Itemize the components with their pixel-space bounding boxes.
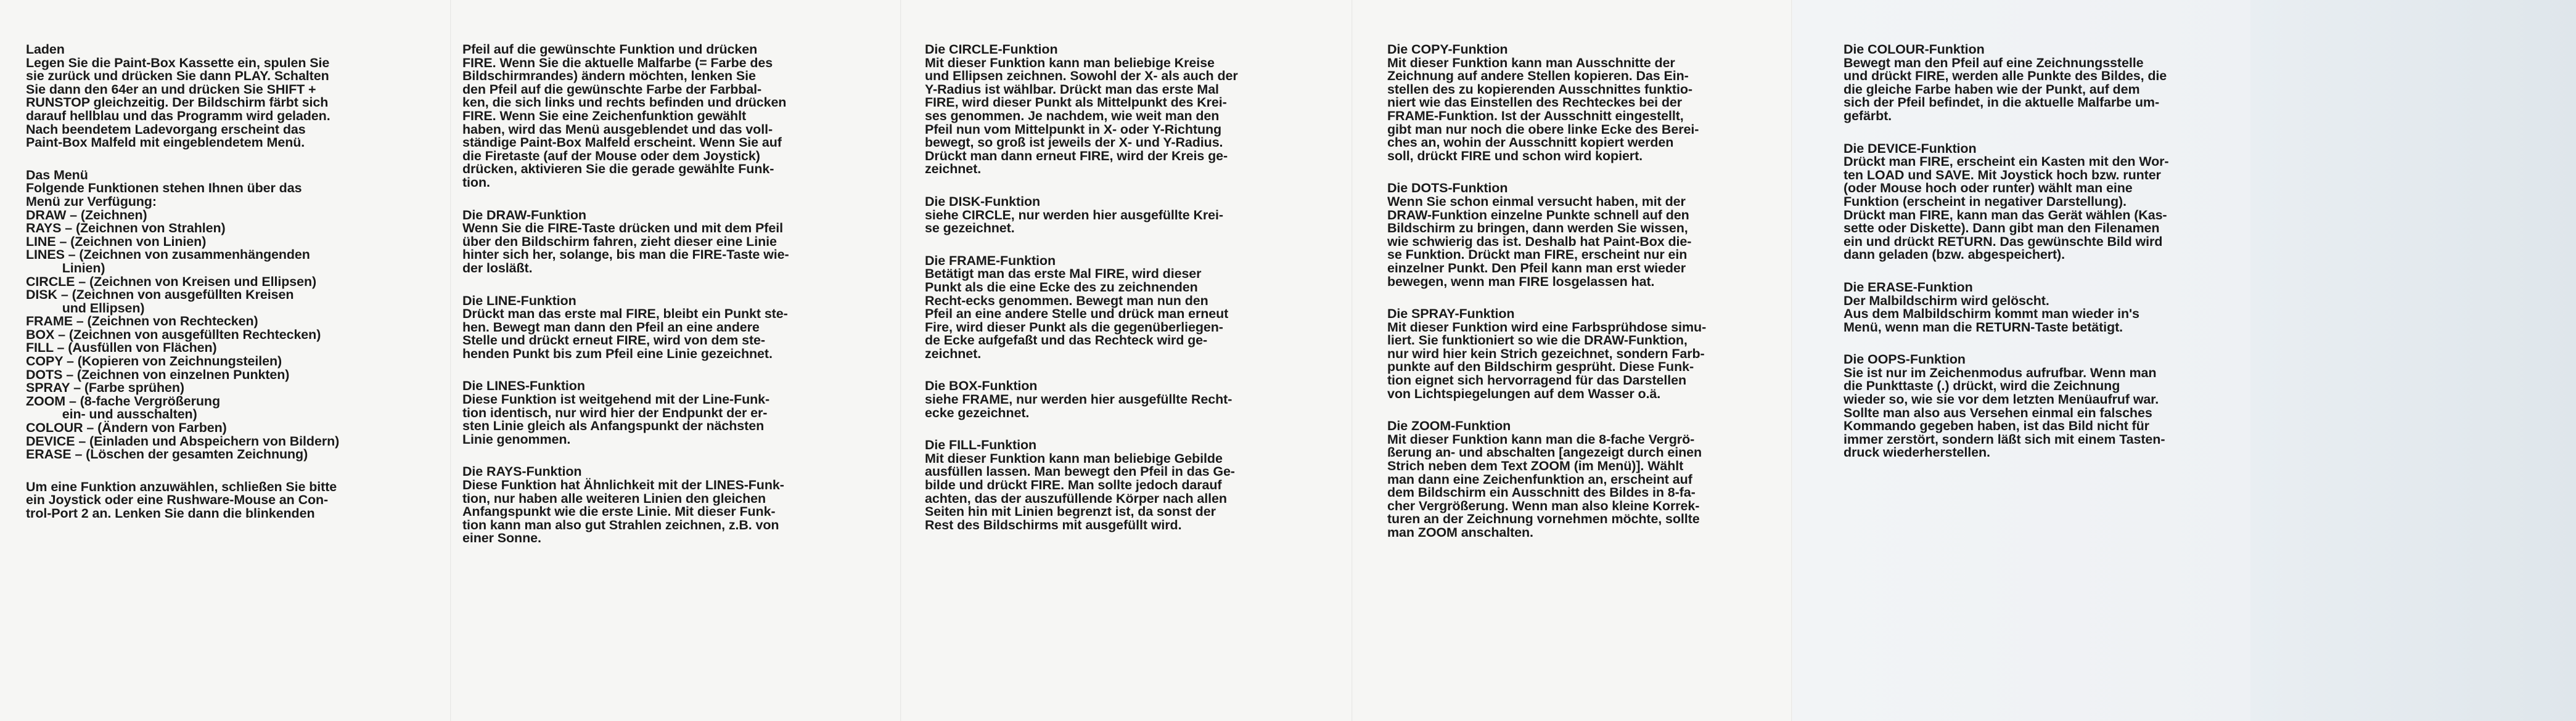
text-section [1844,353,2210,460]
body-line: (oder Mouse hoch oder runter) wählt man eine [1844,181,2133,196]
body-line: LINE – (Zeichnen von Linien) [26,234,207,249]
body-line: Wenn Sie die FIRE-Taste drücken und mit dem Pfeil [462,221,783,236]
body-line: se gezeichnet. [925,221,1015,236]
section-heading: Die RAYS-Funktion [462,464,582,479]
body-line: tion identisch, nur wird hier der Endpunkt der er- [462,405,768,420]
body-line: sich der Pfeil befindet, in die aktuelle Malfarbe um- [1844,95,2160,110]
body-line: Seiten hin mit Linien begrenzt ist, da sonst der [925,504,1216,519]
section-heading: Die DOTS-Funktion [1387,181,1508,196]
body-line: bewegen, wenn man FIRE losgelassen hat. [1387,274,1655,289]
body-line: Diese Funktion hat Ähnlichkeit mit der LINES-Funk- [462,478,784,493]
body-line: Betätigt man das erste Mal FIRE, wird dieser [925,266,1202,282]
body-line: ein Joystick oder eine Rushware-Mouse an Con- [26,492,329,508]
body-line: ken, die sich links und rechts befinden und drücken [462,95,787,110]
body-line: Rest des Bildschirms mit ausgefüllt wird. [925,517,1182,532]
text-section [1844,43,2210,123]
body-line: tion eignet sich hervorragend für das Darstellen [1387,373,1687,388]
body-line: wieder so, wie sie vor dem letzten Menüaufruf war. [1844,392,2159,407]
body-line: LINES – (Zeichnen von zusammenhängenden [26,247,310,263]
column-5 [1791,0,2235,721]
section-heading: Die ZOOM-Funktion [1387,418,1511,434]
body-line: hen. Bewegt man dann den Pfeil an eine andere [462,319,760,335]
body-line: zeichnet. [925,161,982,177]
body-line: Diese Funktion ist weitgehend mit der Line-Funk- [462,392,770,407]
body-line: punkte auf den Bildschirm gesprüht. Diese Funk- [1387,359,1694,375]
body-line: FILL – (Ausfüllen von Flächen) [26,340,217,356]
section-heading: Die BOX-Funktion [925,378,1038,394]
body-line: DISK – (Zeichnen von ausgefüllten Kreisen [26,287,294,303]
body-line: siehe FRAME, nur werden hier ausgefüllte Recht- [925,392,1233,407]
text-section [1387,420,1766,539]
body-line: Mit dieser Funktion kann man beliebige Kreise [925,55,1215,70]
body-line: Anfangspunkt wie die erste Linie. Mit dieser Funk- [462,504,776,519]
body-line: Bildschirm zu bringen, dann werden Sie wissen, [1387,221,1688,236]
body-line: de Ecke aufgefaßt und das Rechteck wird ge- [925,333,1208,348]
body-line: Funktion (erscheint in negativer Darstellung). [1844,193,2127,209]
section-heading: Das Menü [26,167,88,182]
text-section [925,43,1327,176]
body-line: Paint-Box Malfeld mit eingeblendetem Menü. [26,135,305,150]
body-line: cher Vergrößerung. Wenn man also kleine Korrek- [1387,498,1700,513]
body-line: ständige Paint-Box Malfeld erscheint. Wenn Sie auf [462,135,782,150]
body-line: COPY – (Kopieren von Zeichnungsteilen) [26,354,282,369]
body-line: Wenn Sie schon einmal versucht haben, mit der [1387,193,1686,209]
body-line: ten LOAD und SAVE. Mit Joystick hoch bzw. runter [1844,167,2161,182]
body-line: sie zurück und drücken Sie dann PLAY. Schalten [26,68,329,84]
body-line: ein- und ausschalten) [26,407,197,422]
body-line: Drückt man FIRE, kann man das Gerät wählen (Kas- [1844,207,2167,222]
body-line: die Punkttaste (.) drückt, wird die Zeichnung [1844,378,2120,394]
body-line: und Ellipsen) [26,300,145,316]
section-heading: Die ERASE-Funktion [1844,279,1973,295]
body-line: FIRE, wird dieser Punkt als Mittelpunkt des Krei- [925,95,1227,110]
body-line: ßerung an- und abschalten [angezeigt durch einen [1387,445,1702,460]
body-line: Folgende Funktionen stehen Ihnen über das [26,181,302,196]
body-line: Mit dieser Funktion kann man beliebige Gebilde [925,450,1223,466]
body-line: darauf hellblau und das Programm wird geladen. [26,108,330,123]
body-line: Sie dann den 64er an und drücken Sie SHIFT + [26,81,316,97]
body-line: liert. Sie funktioniert so wie die DRAW-Funktion, [1387,333,1688,348]
text-section [925,195,1327,235]
section-heading: Die FRAME-Funktion [925,253,1056,268]
body-line: Menü, wenn man die RETURN-Taste betätigt. [1844,319,2123,335]
body-line: einzelner Punkt. Den Pfeil kann man erst wieder [1387,260,1686,275]
text-section [462,295,876,361]
body-line: Zeichnung auf andere Stellen kopieren. Das Ein- [1387,68,1689,84]
body-line: Drückt man das erste mal FIRE, bleibt ein Punkt ste- [462,306,788,322]
section-heading: Die DEVICE-Funktion [1844,141,1977,156]
body-line: sten Linie gleich als Anfangspunkt der nächsten [462,418,765,434]
body-line: DRAW-Funktion einzelne Punkte schnell auf den [1387,207,1689,222]
body-line: Drückt man FIRE, erscheint ein Kasten mit den Wor- [1844,154,2169,169]
section-heading: Die OOPS-Funktion [1844,352,1966,367]
body-line: Mit dieser Funktion kann man die 8-fache Vergrö- [1387,431,1695,447]
body-line: zeichnet. [925,346,982,361]
section-heading: Die CIRCLE-Funktion [925,42,1058,57]
body-line: ches an, wohin der Ausschnitt kopiert werden [1387,135,1674,150]
body-line: ERASE – (Löschen der gesamten Zeichnung) [26,447,308,462]
body-line: DRAW – (Zeichnen) [26,207,147,222]
body-line: sette oder Diskette). Dann gibt man den Filenamen [1844,221,2160,236]
body-line: se Funktion. Drückt man FIRE, erscheint nur ein [1387,247,1688,263]
body-line: FRAME-Funktion. Ist der Ausschnitt eingestellt, [1387,108,1684,123]
body-line: henden Punkt bis zum Pfeil eine Linie gezeichnet. [462,346,773,361]
body-line: RAYS – (Zeichnen von Strahlen) [26,221,226,236]
body-line: drücken, aktivieren Sie die gerade gewählte Funk- [462,161,774,177]
body-line: achten, das der auszufüllende Körper nach allen [925,491,1227,506]
body-line: Mit dieser Funktion wird eine Farbsprühdose simu- [1387,319,1707,335]
body-line: bewegt, so groß ist jeweils der X- und Y-Radius. [925,135,1223,150]
column-3 [900,0,1352,721]
body-line: gibt man nur noch die obere linke Ecke des Berei- [1387,121,1699,137]
body-line: haben, wird das Menü ausgeblendet und das voll- [462,121,773,137]
section-heading: Die SPRAY-Funktion [1387,306,1515,322]
body-line: niert wie das Einstellen des Rechteckes bei der [1387,95,1683,110]
body-line: RUNSTOP gleichzeitig. Der Bildschirm färbt sich [26,95,329,110]
body-line: immer zerstört, sondern läßt sich mit einem Tasten- [1844,431,2165,447]
body-line: nur wird hier kein Strich gezeichnet, sondern Farb- [1387,346,1705,361]
body-line: druck wiederherstellen. [1844,445,1990,460]
body-line: Punkt als die eine Ecke des zu zeichnenden [925,279,1198,295]
body-line: Pfeil nun vom Mittelpunkt in X- oder Y-Richtung [925,121,1222,137]
body-line: FIRE. Wenn Sie die aktuelle Malfarbe (= Farbe des [462,55,773,70]
body-line: ecke gezeichnet. [925,405,1030,420]
text-section [1844,142,2210,262]
body-line: dem Bildschirm ein Ausschnitt des Bildes in 8-fa- [1387,485,1696,500]
section-heading: Die COLOUR-Funktion [1844,42,1985,57]
back-cover-edge [2250,0,2576,721]
section-heading: Laden [26,42,65,57]
body-line: FRAME – (Zeichnen von Rechtecken) [26,314,258,329]
section-heading: Die DRAW-Funktion [462,207,586,222]
section-heading: Die LINE-Funktion [462,293,576,308]
body-line: ausfüllen lassen. Man bewegt den Pfeil in das Ge- [925,464,1235,479]
body-line: man dann eine Zeichenfunktion an, erscheint auf [1387,471,1692,487]
body-line: Mit dieser Funktion kann man Ausschnitte der [1387,55,1675,70]
text-section [925,255,1327,361]
body-line: turen an der Zeichnung vornehmen möchte, sollte [1387,511,1700,527]
body-line: Aus dem Malbildschirm kommt man wieder in's [1844,306,2139,322]
column-2 [450,0,900,721]
text-section [1387,43,1766,163]
body-line: ses genommen. Je nachdem, wie weit man den [925,108,1220,123]
body-line: dann geladen (bzw. abgespeichert). [1844,247,2065,263]
body-line: Legen Sie die Paint-Box Kassette ein, spulen Sie [26,55,330,70]
body-line: Linie genommen. [462,431,571,447]
body-line: DEVICE – (Einladen und Abspeichern von Bildern) [26,433,340,449]
body-line: CIRCLE – (Zeichnen von Kreisen und Ellipsen) [26,274,317,289]
body-line: tion, nur haben alle weiteren Linien den gleichen [462,491,766,506]
body-line: Um eine Funktion anzuwählen, schließen Sie bitte [26,479,337,494]
body-line: ZOOM – (8-fache Vergrößerung [26,393,220,409]
body-line: Der Malbildschirm wird gelöscht. [1844,293,2049,308]
body-line: Drückt man dann erneut FIRE, wird der Kreis ge- [925,148,1228,163]
section-heading: Die DISK-Funktion [925,193,1041,209]
body-line: bilde und drückt FIRE. Man sollte jedoch darauf [925,478,1222,493]
body-line: tion kann man also gut Strahlen zeichnen, z.B. von [462,517,779,532]
body-line: man ZOOM anschalten. [1387,525,1533,540]
text-section [26,169,425,462]
body-line: Sie ist nur im Zeichenmodus aufrufbar. Wenn man [1844,365,2157,380]
body-line: tion. [462,174,490,190]
body-line: Kommando gegeben haben, ist das Bild nicht für [1844,418,2149,434]
body-line: stellen des zu kopierenden Ausschnittes funktio- [1387,81,1692,97]
section-heading: Die LINES-Funktion [462,378,585,394]
text-section [1387,182,1766,288]
body-line: Linien) [26,260,105,275]
column-1 [0,0,450,721]
body-line: hinter sich her, solange, bis man die FIRE-Taste wie- [462,247,789,263]
body-line: die gleiche Farbe haben wie der Punkt, auf dem [1844,81,2140,97]
text-section [1387,308,1766,401]
body-line: von Lichtspiegelungen auf dem Wasser o.ä. [1387,386,1661,401]
text-section [462,209,876,275]
body-line: Bewegt man den Pfeil auf eine Zeichnungsstelle [1844,55,2144,70]
body-line: COLOUR – (Ändern von Farben) [26,420,227,436]
body-line: Menü zur Verfügung: [26,193,157,209]
body-line: Y-Radius ist wählbar. Drückt man das erste Mal [925,81,1219,97]
body-line: wie schwierig das ist. Deshalb hat Paint-Box die- [1387,234,1692,249]
body-line: DOTS – (Zeichnen von einzelnen Punkten) [26,367,290,382]
body-line: BOX – (Zeichnen von ausgefüllten Rechtecken) [26,327,321,342]
body-line: über den Bildschirm fahren, zieht dieser eine Linie [462,234,777,249]
body-line: Strich neben dem Text ZOOM (im Menü)]. Wählt [1387,458,1684,474]
text-section [26,43,425,150]
body-line: Bildschirmrandes) ändern möchten, lenken Sie [462,68,756,84]
body-line: Nach beendetem Ladevorgang erscheint das [26,121,306,137]
column-4 [1352,0,1791,721]
body-line: der losläßt. [462,260,533,275]
body-line: Fire, wird dieser Punkt als die gegenüberliegen- [925,319,1223,335]
body-line: Pfeil an eine andere Stelle und drück man erneut [925,306,1229,322]
text-section [462,43,876,190]
body-line: Sollte man also aus Versehen einmal ein falsches [1844,405,2152,420]
body-line: siehe CIRCLE, nur werden hier ausgefüllte Krei- [925,207,1223,222]
body-line: trol-Port 2 an. Lenken Sie dann die blinkenden [26,506,315,521]
body-line: Recht-ecks genommen. Bewegt man nun den [925,293,1208,308]
body-line: gefärbt. [1844,108,1892,123]
body-line: SPRAY – (Farbe sprühen) [26,380,184,396]
text-section [925,439,1327,532]
body-line: soll, drückt FIRE und schon wird kopiert. [1387,148,1643,163]
body-line: und Ellipsen zeichnen. Sowohl der X- als auch der [925,68,1238,84]
body-line: Pfeil auf die gewünschte Funktion und drücken [462,42,758,57]
body-line: die Firetaste (auf der Mouse oder dem Joystick) [462,148,760,163]
body-line: einer Sonne. [462,531,541,546]
section-heading: Die COPY-Funktion [1387,42,1508,57]
text-section [462,380,876,446]
body-line: ein und drückt RETURN. Das gewünschte Bild wird [1844,234,2163,249]
body-line: den Pfeil auf die gewünschte Farbe der Farbbal- [462,81,762,97]
text-section [462,465,876,545]
text-section [925,380,1327,420]
body-line: Stelle und drückt erneut FIRE, wird von dem ste- [462,333,765,348]
section-heading: Die FILL-Funktion [925,438,1037,453]
body-line: und drückt FIRE, werden alle Punkte des Bildes, die [1844,68,2167,84]
body-line: FIRE. Wenn Sie eine Zeichenfunktion gewählt [462,108,746,123]
text-section [1844,281,2210,334]
text-section [26,481,425,521]
